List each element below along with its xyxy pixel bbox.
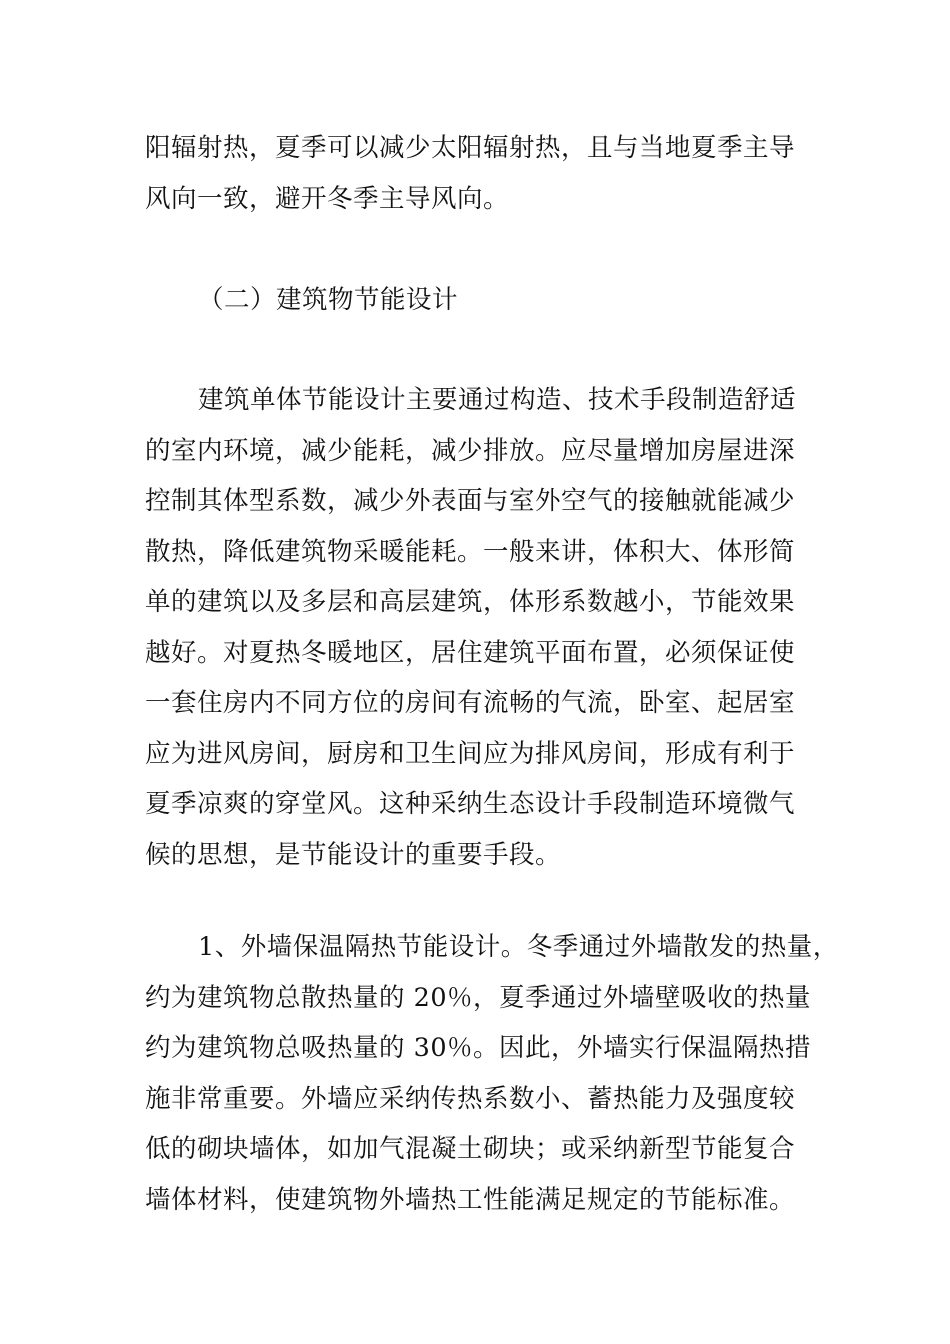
text-line: 夏季凉爽的穿堂风。这种采纳生态设计手段制造环境微气 <box>145 789 796 819</box>
text-line: 施非常重要。外墙应采纳传热系数小、蓄热能力及强度较 <box>145 1083 796 1114</box>
section-heading <box>145 275 810 326</box>
text-line: 风向一致，避开冬季主导风向。 <box>145 183 510 214</box>
section-heading-text: （二）建筑物节能设计 <box>198 285 459 315</box>
text-line: 约为建筑物总吸热量的 30％。因此，外墙实行保温隔热措 <box>145 1033 812 1063</box>
text-line: 散热，降低建筑物采暖能耗。一般来讲，体积大、体形简 <box>145 536 796 567</box>
text-line: 建筑单体节能设计主要通过构造、技术手段制造舒适 <box>198 385 797 415</box>
text-line: 候的思想，是节能设计的重要手段。 <box>145 839 562 870</box>
text-line: 约为建筑物总散热量的 20％，夏季通过外墙壁吸收的热量 <box>145 982 812 1013</box>
text-line: 越好。对夏热冬暖地区，居住建筑平面布置，必须保证使 <box>145 637 796 668</box>
text-line: 低的砌块墙体，如加气混凝土砌块；或采纳新型节能复合 <box>145 1134 796 1164</box>
text-line: 一套住房内不同方位的房间有流畅的气流，卧室、起居室 <box>145 688 796 718</box>
text-line: 控制其体型系数，减少外表面与室外空气的接触就能减少 <box>145 486 796 516</box>
text-line: 的室内环境，减少能耗，减少排放。应尽量增加房屋进深 <box>145 435 796 466</box>
text-line: 单的建筑以及多层和高层建筑，体形系数越小，节能效果 <box>145 587 796 617</box>
text-line: 1、外墙保温隔热节能设计。冬季通过外墙散发的热量， <box>198 932 839 962</box>
text-line: 墙体材料，使建筑物外墙热工性能满足规定的节能标准。 <box>145 1184 796 1215</box>
paragraph-intro <box>145 123 810 224</box>
text-line: 阳辐射热，夏季可以减少太阳辐射热，且与当地夏季主导 <box>145 133 796 163</box>
paragraph-building-design <box>145 375 810 880</box>
paragraph-wall-insulation <box>145 922 839 1225</box>
text-line: 应为进风房间，厨房和卫生间应为排风房间，形成有利于 <box>145 738 796 769</box>
